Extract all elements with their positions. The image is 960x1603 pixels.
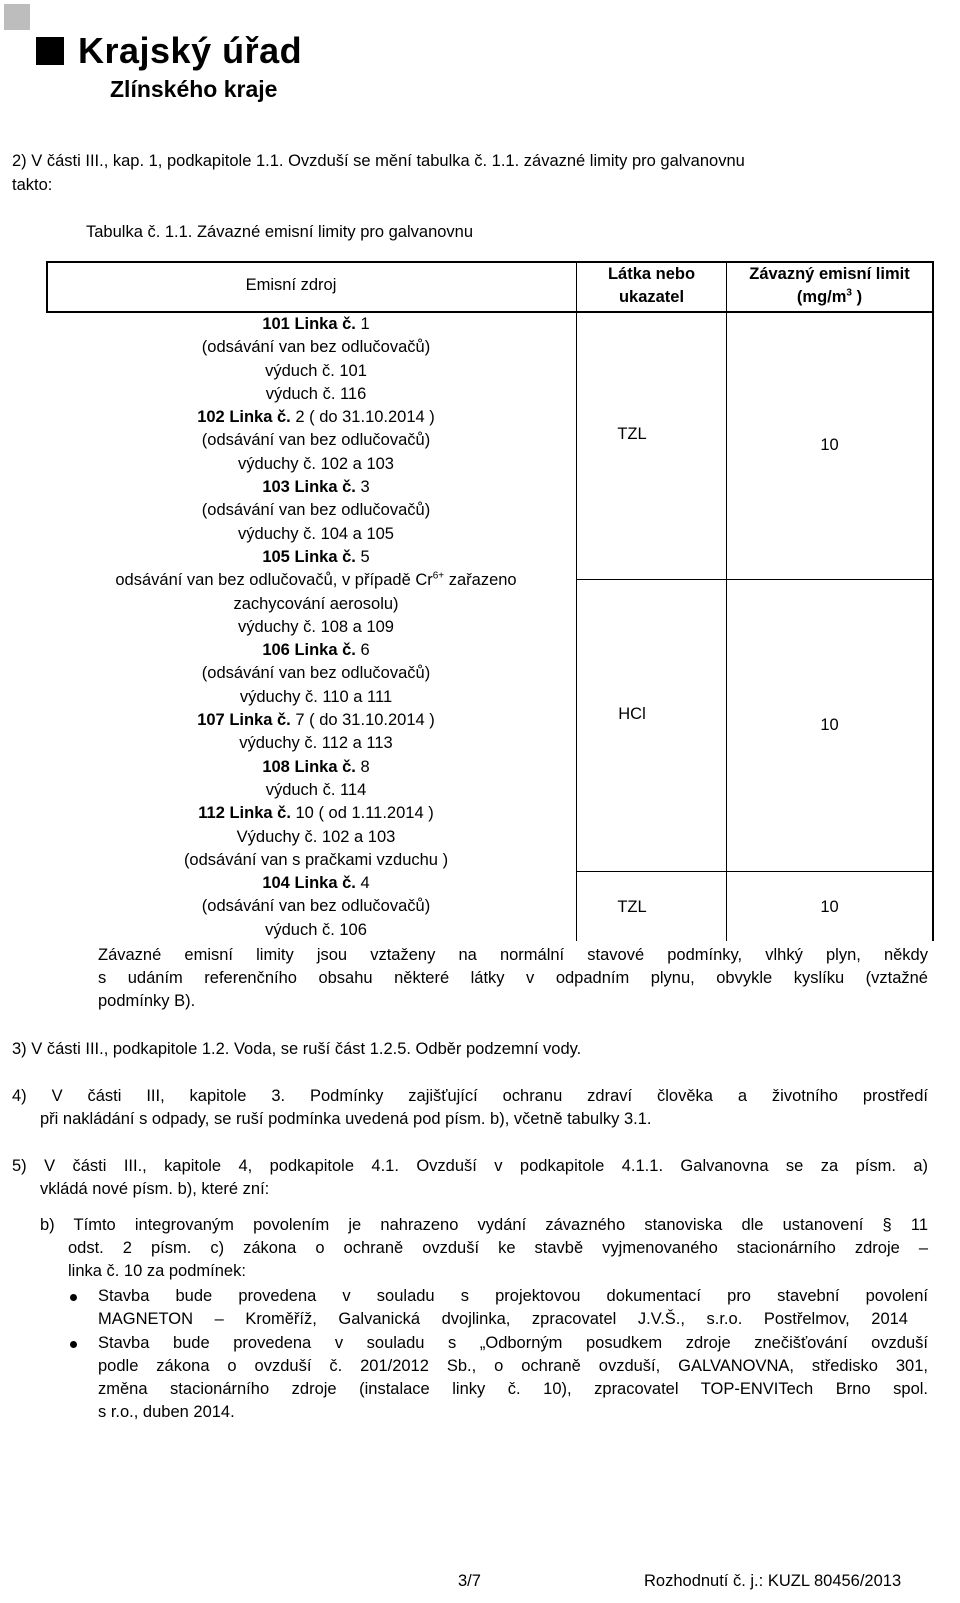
logo-title: Krajský úřad xyxy=(78,30,303,71)
note-line1: Závazné emisní limity jsou vztaženy na normální stavové podmínky, vlhký plyn, někdy xyxy=(98,946,928,964)
item3: 3) V části III., podkapitole 1.2. Voda, se ruší část 1.2.5. Odběr podzemní vody. xyxy=(12,1040,582,1058)
bullet-dot xyxy=(70,1294,77,1301)
source-line: výduchy č. 104 a 105 xyxy=(238,524,394,543)
source-line: 107 Linka č. 7 ( do 31.10.2014 ) xyxy=(197,711,435,730)
header-substance-1: Látka nebo xyxy=(607,265,696,283)
source-line: (odsávání van bez odlučovačů) xyxy=(201,897,431,916)
source-line: výduchy č. 110 a 111 xyxy=(239,687,393,706)
bullet1-line2: MAGNETON – Kroměříž, Galvanická dvojlinka, zpracovatel J.V.Š., s.r.o. Postřelmov, 2014 xyxy=(98,1310,908,1328)
note-line2: s udáním referenčního obsahu některé látky v odpadním plynu, obvykle kyslíku (vztažné xyxy=(98,969,928,987)
table-row-divider-1 xyxy=(576,579,934,580)
source-line: zachycování aerosolu) xyxy=(233,594,399,613)
bullet2-line4: s r.o., duben 2014. xyxy=(98,1403,235,1421)
row3-limit: 10 xyxy=(820,898,839,916)
row1-limit: 10 xyxy=(820,436,839,454)
header-source: Emisní zdroj xyxy=(245,276,337,294)
header-limit-1: Závazný emisní limit xyxy=(749,265,910,283)
source-line: 104 Linka č. 4 xyxy=(262,874,370,893)
item2-line2: takto: xyxy=(12,176,53,194)
item5-line1: 5) V části III., kapitole 4, podkapitole 4.1. Ovzduší v podkapitole 4.1.1. Galvanovna se za písm. a) xyxy=(12,1157,928,1175)
source-line: 101 Linka č. 1 xyxy=(262,315,370,333)
bullet1-line1: Stavba bude provedena v souladu s projektovou dokumentací pro stavební povolení xyxy=(98,1287,928,1305)
source-line: výduchy č. 112 a 113 xyxy=(239,734,393,753)
logo-square-grey xyxy=(4,4,30,30)
source-line: výduchy č. 102 a 103 xyxy=(238,454,394,473)
source-line: 112 Linka č. 10 ( od 1.11.2014 ) xyxy=(198,804,434,823)
source-line: (odsávání van bez odlučovačů) xyxy=(201,431,431,450)
source-list xyxy=(46,313,586,942)
source-line: (odsávání van bez odlučovačů) xyxy=(201,501,431,520)
table-caption: Tabulka č. 1.1. Závazné emisní limity pro galvanovnu xyxy=(86,223,474,241)
row2-limit: 10 xyxy=(820,716,839,734)
bullet-dot xyxy=(70,1341,77,1348)
source-line: výduch č. 116 xyxy=(265,384,367,403)
source-line: 103 Linka č. 3 xyxy=(262,478,370,497)
source-line: výduch č. 106 xyxy=(265,920,367,939)
item2-line1: 2) V části III., kap. 1, podkapitole 1.1. Ovzduší se mění tabulka č. 1.1. závazné limity pro galvanovnu xyxy=(12,152,745,170)
item4-line2: při nakládání s odpady, se ruší podmínka uvedená pod písm. b), včetně tabulky 3.1. xyxy=(40,1110,652,1128)
table-row-divider-2 xyxy=(576,871,934,872)
source-line: (odsávání van s pračkami vzduchu ) xyxy=(183,850,449,869)
source-line: Výduchy č. 102 a 103 xyxy=(236,827,396,846)
table-border-right xyxy=(932,261,934,941)
itemb-line2: odst. 2 písm. c) zákona o ochraně ovzduší ke stavbě vyjmenovaného stacionárního zdroje – xyxy=(68,1239,928,1257)
item5-line2: vkládá nové písm. b), které zní: xyxy=(40,1180,270,1198)
item4-line1: 4) V části III, kapitole 3. Podmínky zajišťující ochranu zdraví člověka a životního prostředí xyxy=(12,1087,928,1105)
emission-limits-table xyxy=(46,261,934,941)
itemb-line1: b) Tímto integrovaným povolením je nahrazeno vydání závazného stanoviska dle ustanovení § 11 xyxy=(40,1216,928,1234)
source-line: výduch č. 114 xyxy=(265,780,367,799)
source-line: výduch č. 101 xyxy=(265,361,367,380)
logo-square-black xyxy=(36,37,64,65)
bullet2-line3: změna stacionárního zdroje (instalace linky č. 10), zpracovatel TOP-ENVITech Brno spol. xyxy=(98,1380,928,1398)
source-line: 108 Linka č. 8 xyxy=(262,757,370,776)
row1-substance: TZL xyxy=(617,425,647,443)
source-line: (odsávání van bez odlučovačů) xyxy=(201,338,431,357)
source-line: 106 Linka č. 6 xyxy=(262,641,370,660)
table-col-divider-2 xyxy=(726,261,727,941)
header-substance-2: ukazatel xyxy=(618,288,685,306)
page-number: 3/7 xyxy=(458,1572,481,1590)
source-line: 102 Linka č. 2 ( do 31.10.2014 ) xyxy=(197,408,435,427)
source-line: (odsávání van bez odlučovačů) xyxy=(201,664,431,683)
bullet2-line2: podle zákona o ovzduší č. 201/2012 Sb., o ochraně ovzduší, GALVANOVNA, středisko 301, xyxy=(98,1357,928,1375)
document-reference: Rozhodnutí č. j.: KUZL 80456/2013 xyxy=(644,1572,902,1590)
source-line: odsávání van bez odlučovačů, v případě $Cr^{6+}$ zařazeno xyxy=(115,570,517,590)
itemb-line3: linka č. 10 za podmínek: xyxy=(68,1262,246,1280)
header-limit-2: ($mg/m^3$ ) xyxy=(796,287,863,306)
source-line: výduchy č. 108 a 109 xyxy=(238,617,394,636)
note-line3: podmínky B). xyxy=(98,992,196,1010)
bullet2-line1: Stavba bude provedena v souladu s „Odborným posudkem zdroje znečišťování ovzduší xyxy=(98,1334,928,1352)
row2-substance: HCl xyxy=(618,705,646,723)
row3-substance: TZL xyxy=(617,898,647,916)
logo-subtitle: Zlínského kraje xyxy=(110,76,278,102)
source-line: 105 Linka č. 5 xyxy=(262,547,370,566)
